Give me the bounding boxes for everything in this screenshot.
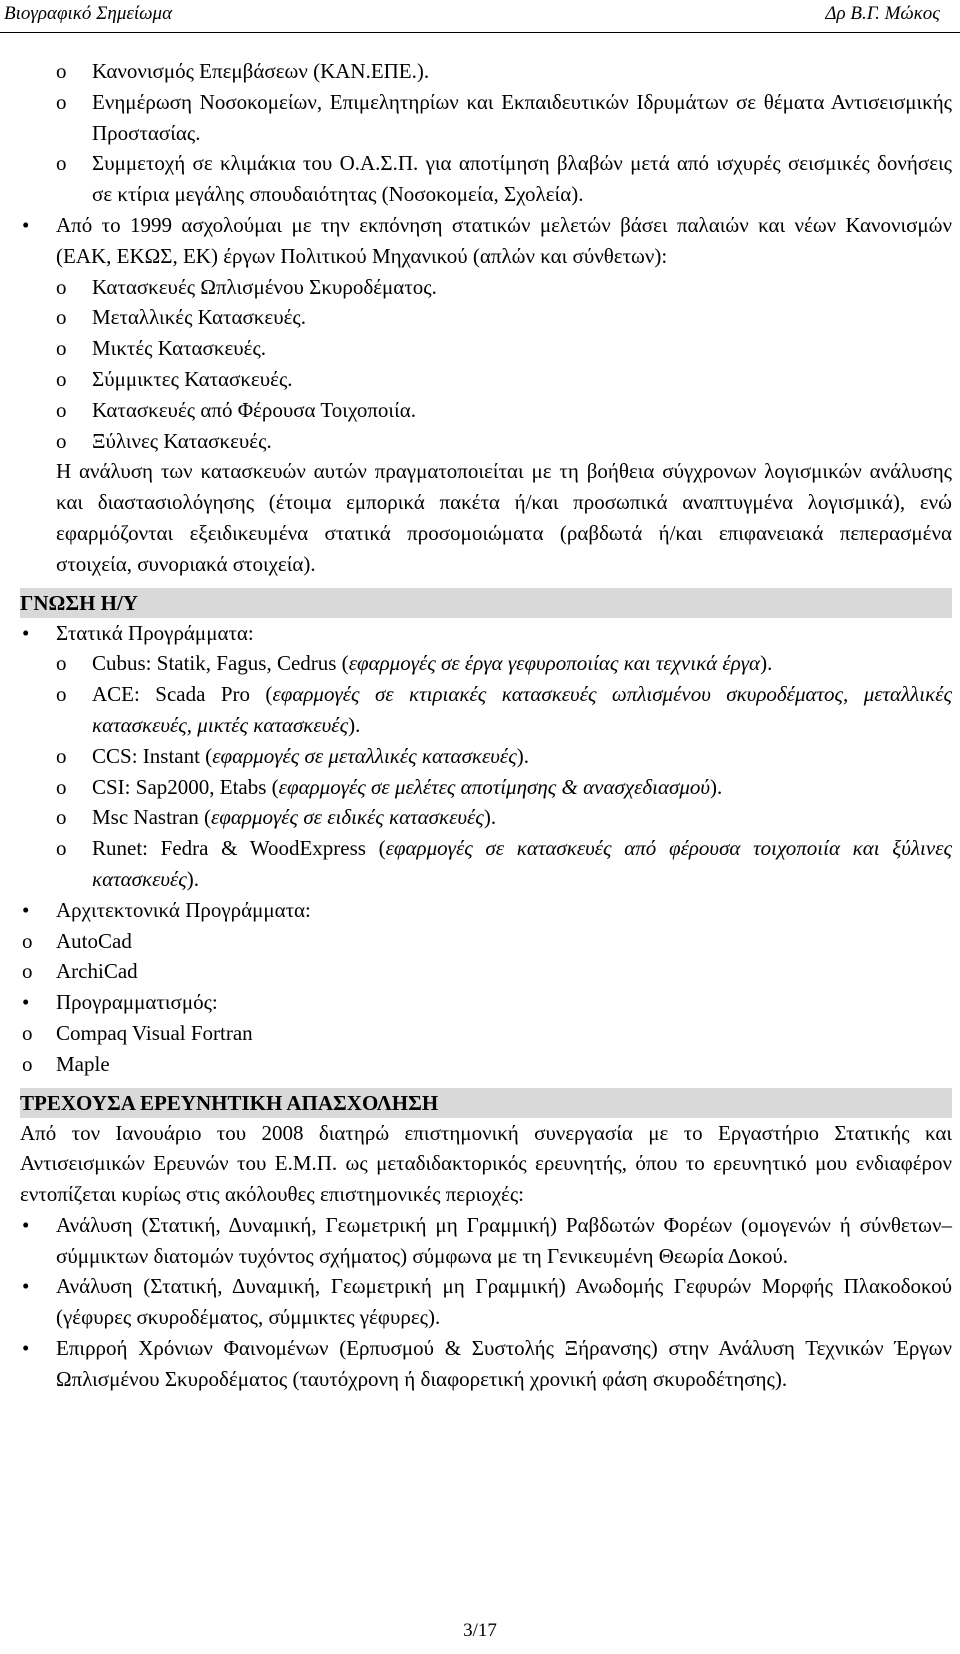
bullet-item-text: Στατικά Προγράμματα:	[56, 620, 254, 645]
circle-bullet-icon: o	[56, 397, 67, 422]
bullet-icon: •	[22, 990, 30, 1015]
software-description: εφαρμογές σε ειδικές κατασκευές	[210, 805, 484, 830]
list-item-text: ArchiCad	[56, 959, 138, 984]
list-item	[20, 1049, 952, 1080]
bullet-item-text: Από το 1999 ασχολούμαι με την εκπόνηση στατικών μελετών βάσει παλαιών και νέων Κανονισμών (ΕΑΚ, ΕΚΩΣ, ΕΚ) έργων Πολιτικού Μηχανικού (απλών και σύνθετων):	[56, 212, 952, 268]
bullet-item	[20, 618, 952, 649]
circle-bullet-icon: o	[56, 274, 67, 299]
software-end: ).	[760, 651, 773, 676]
circle-bullet-icon: o	[56, 151, 67, 176]
list-item	[20, 679, 952, 741]
circle-bullet-icon: o	[56, 743, 67, 768]
circle-bullet-icon: o	[22, 1051, 33, 1076]
circle-bullet-icon: o	[22, 1020, 33, 1045]
bullet-item-text: Ανάλυση (Στατική, Δυναμική, Γεωμετρική μη Γραμμική) Ραβδωτών Φορέων (ομογενών ή σύνθετων–σύμμικτων διατομών τυχόντος σχήματος) σύμφωνα με τη Γενικευμένη Θεωρία Δοκού.	[56, 1212, 952, 1268]
circle-bullet-icon: o	[56, 305, 67, 330]
bullet-item	[20, 895, 952, 926]
list-item-text: Συμμετοχή σε κλιμάκια του Ο.Α.Σ.Π. για αποτίμηση βλαβών μετά από ισχυρές σεισμικές δονήσεις σε κτίρια μεγάλης σπουδαιότητας (Νοσοκομεία, Σχολεία).	[92, 151, 952, 207]
circle-bullet-icon: o	[22, 959, 33, 984]
section-heading-research: ΤΡΕΧΟΥΣΑ ΕΡΕΥΝΗΤΙΚΗ ΑΠΑΣΧΟΛΗΣΗ	[20, 1088, 952, 1118]
software-name: Msc Nastran (	[92, 805, 211, 830]
bullet-item	[20, 1210, 952, 1272]
circle-bullet-icon: o	[56, 366, 67, 391]
circle-bullet-icon: o	[22, 928, 33, 953]
list-item	[20, 364, 952, 395]
list-item-text: Maple	[56, 1051, 110, 1076]
list-item-text: Μεταλλικές Κατασκευές.	[92, 305, 306, 330]
software-name: CCS: Instant (	[92, 743, 213, 768]
list-item	[20, 56, 952, 87]
circle-bullet-icon: o	[56, 682, 67, 707]
bullet-icon: •	[22, 1336, 30, 1361]
research-intro: Από τον Ιανουάριο του 2008 διατηρώ επιστημονική συνεργασία με το Εργαστήριο Στατικής και Αντισεισμικών Ερευνών του Ε.Μ.Π. ως μεταδιδακτορικός ερευνητής, όπου το ερευνητικό μου ενδιαφέρον εντοπίζεται κυρίως στις ακόλουθες επιστημονικές περιοχές:	[20, 1120, 952, 1207]
list-item	[20, 1018, 952, 1049]
software-name: Runet: Fedra & WoodExpress (	[92, 836, 386, 861]
circle-bullet-icon: o	[56, 805, 67, 830]
circle-bullet-icon: o	[56, 59, 67, 83]
list-item	[20, 772, 952, 803]
bullet-icon: •	[22, 1212, 30, 1237]
circle-bullet-icon: o	[56, 651, 67, 676]
software-end: ).	[710, 774, 723, 799]
list-item	[20, 302, 952, 333]
list-item	[20, 272, 952, 303]
list-item	[20, 148, 952, 210]
bullet-icon: •	[22, 897, 30, 922]
circle-bullet-icon: o	[56, 774, 67, 799]
list-item	[20, 926, 952, 957]
list-item-text: Compaq Visual Fortran	[56, 1020, 253, 1045]
bullet-item	[20, 210, 952, 272]
software-description: εφαρμογές σε έργα γεφυροποιίας και τεχνικά έργα	[348, 651, 761, 676]
software-description: εφαρμογές σε μεταλλικές κατασκευές	[212, 743, 517, 768]
page-header	[0, 0, 960, 33]
software-end: ).	[516, 743, 529, 768]
list-item	[20, 648, 952, 679]
list-item-text: Μικτές Κατασκευές.	[92, 336, 267, 361]
software-description: εφαρμογές σε κτιριακές κατασκευές ωπλισμένου σκυροδέματος, μεταλλικές κατασκευές, μικτές κατασκευές	[92, 682, 952, 737]
bullet-item-text: Προγραμματισμός:	[56, 990, 218, 1015]
circle-bullet-icon: o	[56, 836, 67, 861]
bullet-item-text: Επιρροή Χρόνιων Φαινομένων (Ερπυσμού & Συστολής Ξήρανσης) στην Ανάλυση Τεχνικών Έργων Ωπλισμένου Σκυροδέματος (ταυτόχρονη ή διαφορετική χρονική φάση σκυροδέτησης).	[56, 1336, 952, 1391]
list-item	[20, 741, 952, 772]
software-name: ACE: Scada Pro (	[92, 682, 273, 707]
list-item-text: Κανονισμός Επεμβάσεων (ΚΑΝ.ΕΠΕ.).	[92, 59, 430, 83]
list-item	[20, 802, 952, 833]
section-heading-computer: ΓΝΩΣΗ Η/Υ	[20, 588, 952, 618]
list-item-text: Κατασκευές από Φέρουσα Τοιχοποιία.	[92, 397, 416, 422]
software-end: ).	[348, 712, 361, 737]
list-item	[20, 426, 952, 457]
bullet-icon: •	[22, 620, 30, 645]
list-item	[20, 87, 952, 149]
bullet-item	[20, 1333, 952, 1395]
analysis-paragraph: Η ανάλυση των κατασκευών αυτών πραγματοποιείται με τη βοήθεια σύγχρονων λογισμικών ανάλυσης και διαστασιολόγησης (έτοιμα εμπορικά πακέτα ή/και προσωπικά αναπτυγμένα λογισμικά), ενώ εφαρμόζονται εξειδικευμένα στατικά προσομοιώματα (ραβδωτά ή/και επιφανειακά πεπερασμένα στοιχεία, συνοριακά στοιχεία).	[56, 459, 952, 576]
header-title: Βιογραφικό Σημείωμα	[4, 3, 173, 24]
page-number: 3/17	[463, 1620, 497, 1641]
bullet-item-text: Αρχιτεκτονικά Προγράμματα:	[56, 897, 311, 922]
document-body	[20, 56, 952, 1395]
list-item	[20, 395, 952, 426]
software-description: εφαρμογές σε μελέτες αποτίμησης & ανασχεδιασμού	[278, 774, 711, 799]
list-item-text: Ενημέρωση Νοσοκομείων, Επιμελητηρίων και Εκπαιδευτικών Ιδρυμάτων σε θέματα Αντισεισμικής Προστασίας.	[92, 89, 952, 145]
software-description: εφαρμογές σε κατασκευές από φέρουσα τοιχοποιία και ξύλινες κατασκευές	[92, 836, 952, 891]
circle-bullet-icon: o	[56, 428, 67, 453]
list-item	[20, 833, 952, 895]
list-item-text: Ξύλινες Κατασκευές.	[92, 428, 272, 453]
bullet-item-text: Ανάλυση (Στατική, Δυναμική, Γεωμετρική μη Γραμμική) Ανωδομής Γεφυρών Μορφής Πλακοδοκού (γέφυρες σκυροδέματος, σύμμικτες γέφυρες).	[56, 1274, 952, 1330]
software-end: ).	[186, 866, 200, 891]
circle-bullet-icon: o	[56, 336, 67, 361]
list-item	[20, 333, 952, 364]
list-item-text: Σύμμικτες Κατασκευές.	[92, 366, 293, 391]
software-name: CSI: Sap2000, Etabs (	[92, 774, 279, 799]
list-item-text: Κατασκευές Ωπλισμένου Σκυροδέματος.	[92, 274, 437, 299]
bullet-icon: •	[22, 1274, 30, 1299]
software-name: Cubus: Statik, Fagus, Cedrus (	[92, 651, 349, 676]
header-author: Δρ Β.Γ. Μώκος	[825, 3, 940, 24]
bullet-item	[20, 1271, 952, 1333]
list-item-text: AutoCad	[56, 928, 132, 953]
bullet-icon: •	[22, 212, 30, 237]
circle-bullet-icon: o	[56, 89, 67, 114]
bullet-item	[20, 987, 952, 1018]
software-end: ).	[483, 805, 497, 830]
list-item	[20, 956, 952, 987]
